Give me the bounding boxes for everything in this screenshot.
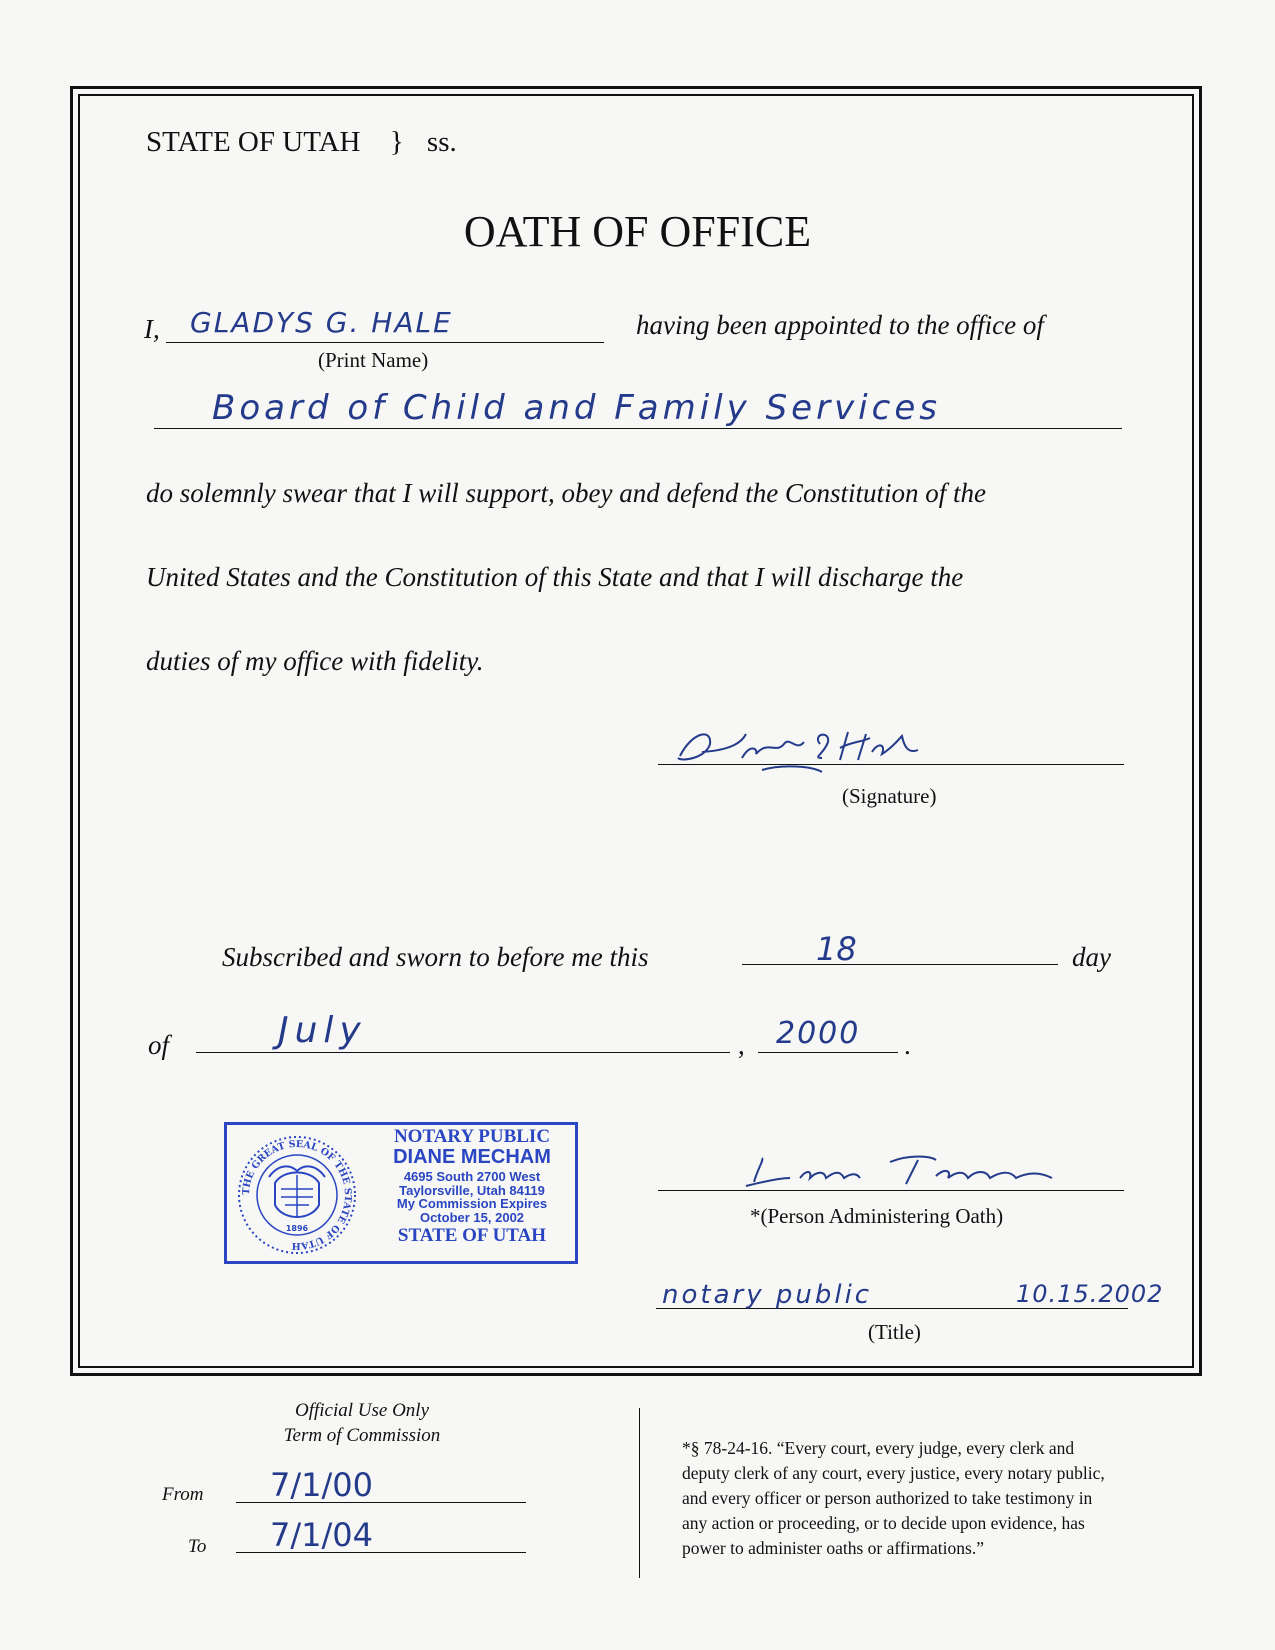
stamp-line-4: Taylorsville, Utah 84119 [399, 1182, 545, 1198]
administrator-caption: *(Person Administering Oath) [750, 1204, 1004, 1228]
brace: } [389, 126, 404, 158]
page-title: OATH OF OFFICE [463, 207, 812, 256]
ss-label: ss. [426, 126, 457, 158]
official-use-heading: Official Use Only [294, 1400, 430, 1421]
print-name-caption: (Print Name) [318, 348, 429, 372]
title-handwritten: notary public [662, 1280, 873, 1310]
statute-line-4: any action or proceeding, or to decide upon evidence, has [682, 1513, 1085, 1533]
statute-line-5: power to administer oaths or affirmations.” [682, 1538, 984, 1558]
from-value: 7/1/00 [270, 1466, 373, 1504]
notary-stamp [224, 1122, 578, 1264]
state-label: STATE OF UTAH [146, 126, 361, 158]
print-name-handwritten: GLADYS G. HALE [190, 306, 453, 339]
stamp-line-3: 4695 South 2700 West [403, 1168, 541, 1184]
day-handwritten: 18 [816, 930, 857, 968]
day-line [742, 964, 1058, 965]
signature-line [658, 764, 1124, 765]
to-value: 7/1/04 [270, 1516, 373, 1554]
oath-body-line-1: do solemnly swear that I will support, obey and defend the Constitution of the [146, 478, 986, 508]
month-line [196, 1052, 730, 1053]
oath-body-line-2: United States and the Constitution of this State and that I will discharge the [146, 562, 964, 592]
date-period: . [904, 1030, 911, 1060]
administrator-line [658, 1190, 1124, 1191]
statute-line-2: deputy clerk of any court, every justice, every notary public, [682, 1463, 1105, 1483]
state-seal-icon [235, 1133, 359, 1257]
year-line [758, 1052, 898, 1053]
oath-body-line-3: duties of my office with fidelity. [146, 646, 484, 676]
of-label: of [148, 1030, 170, 1060]
administrator-signature [740, 1148, 1100, 1194]
seal-ring-text: THE GREAT SEAL OF THE STATE OF UTAH [240, 1138, 354, 1252]
appointed-text: having been appointed to the office of [636, 310, 1044, 340]
statute-block [682, 1436, 1105, 1561]
statute-line-3: and every officer or person authorized to take testimony in [682, 1488, 1093, 1508]
to-label: To [188, 1536, 207, 1557]
name-line [166, 342, 604, 343]
footer-divider [639, 1408, 640, 1578]
statute-line-1: *§ 78-24-16. “Every court, every judge, every clerk and [682, 1438, 1075, 1458]
signature-caption: (Signature) [842, 784, 937, 808]
date-comma: , [738, 1030, 745, 1060]
stamp-line-2: DIANE MECHAM [393, 1145, 551, 1168]
stamp-line-1: NOTARY PUBLIC [393, 1126, 551, 1147]
title-caption: (Title) [868, 1320, 921, 1344]
office-line [154, 428, 1122, 429]
month-handwritten: July [278, 1010, 367, 1051]
day-label: day [1072, 942, 1111, 972]
seal-year: 1896 [285, 1224, 309, 1233]
stamp-line-6: October 15, 2002 [419, 1209, 525, 1225]
subscribed-text: Subscribed and sworn to before me this [222, 942, 649, 972]
from-label: From [162, 1484, 204, 1505]
oath-signature [672, 714, 942, 784]
term-heading: Term of Commission [283, 1425, 441, 1446]
title-date-handwritten: 10.15.2002 [1016, 1280, 1164, 1308]
office-handwritten: Board of Child and Family Services [212, 388, 941, 428]
stamp-line-5: My Commission Expires [396, 1196, 548, 1212]
state-header [146, 126, 457, 159]
year-handwritten: 2000 [776, 1016, 861, 1051]
stamp-line-7: STATE OF UTAH [397, 1224, 547, 1246]
i-prefix: I, [144, 314, 160, 344]
